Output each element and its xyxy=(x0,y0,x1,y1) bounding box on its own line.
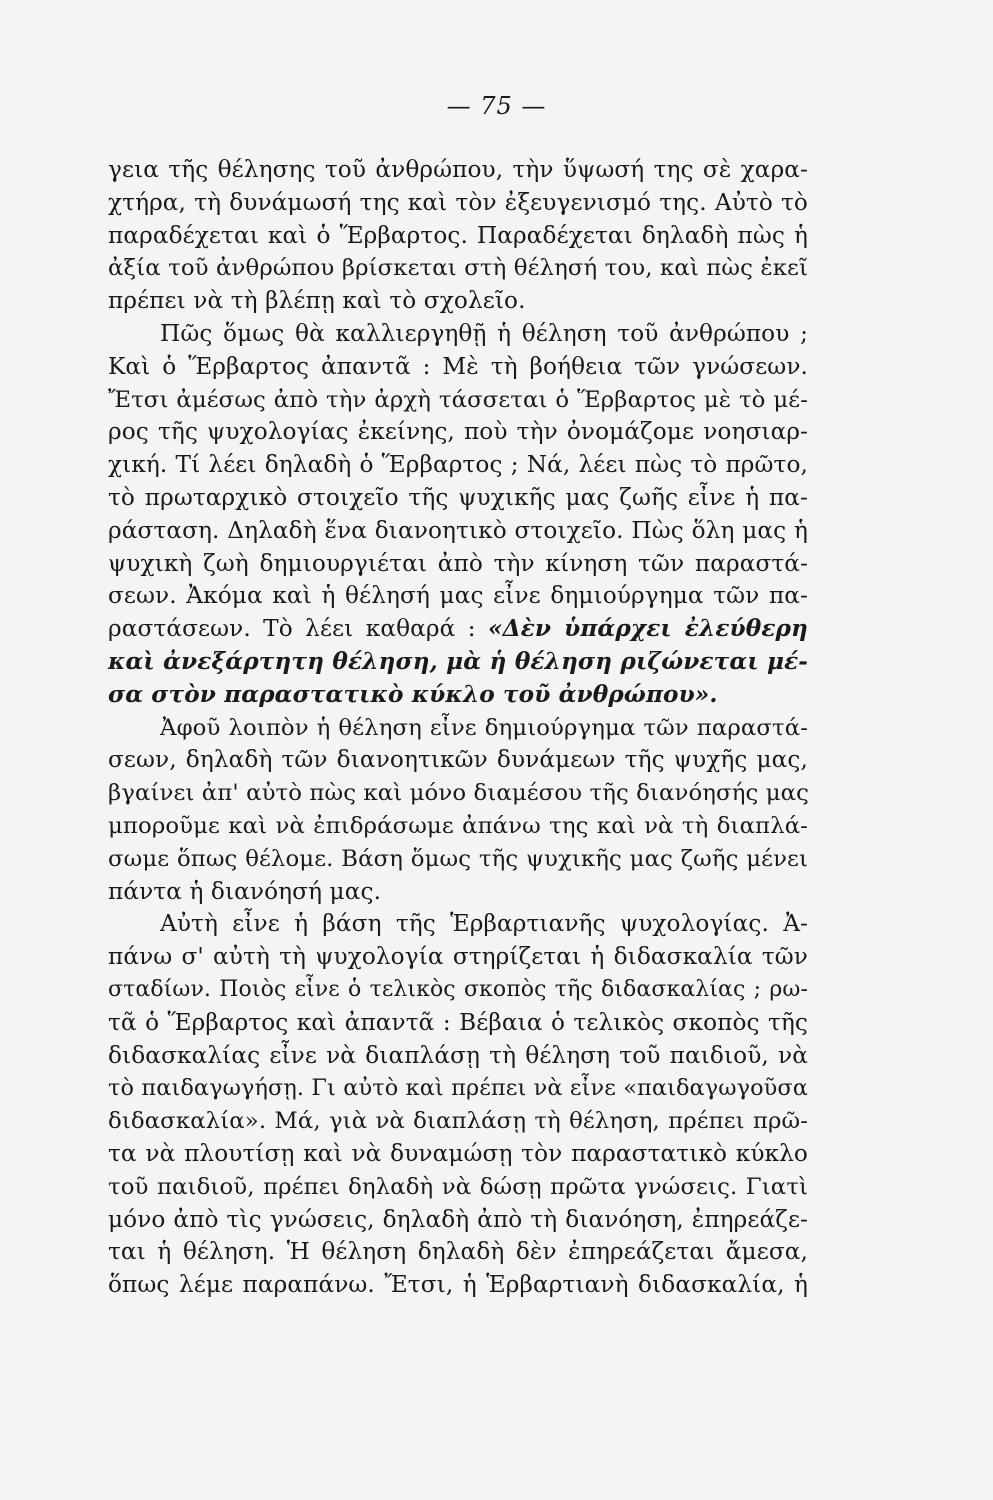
text-line: τὸ πρωταρχικὸ στοιχεῖο τῆς ψυχικῆς μας ζωῆς εἶνε ἡ πα- xyxy=(108,483,808,511)
text-line: ράσταση. Δηλαδὴ ἕνα διανοητικὸ στοιχεῖο. Πὼς ὅλη μας ἡ xyxy=(108,516,808,544)
text-line-italic: σα στὸν παραστατικὸ κύκλο τοῦ ἀνθρώπου». xyxy=(108,680,718,708)
text-line: παραδέχεται καὶ ὁ Ἕρβαρτος. Παραδέχεται δηλαδὴ πὼς ἡ xyxy=(108,221,808,249)
text-line: ται ἡ θέληση. Ἡ θέληση δηλαδὴ δὲν ἐπηρεάζεται ἄμεσα, xyxy=(108,1238,808,1266)
text-line: βγαίνει ἀπ' αὐτὸ πὼς καὶ μόνο διαμέσου τῆς διανόησής μας xyxy=(108,780,809,807)
text-line: τα νὰ πλουτίσῃ καὶ νὰ δυναμώσῃ τὸν παραστατικὸ κύκλο xyxy=(108,1139,808,1167)
text-line: πρέπει νὰ τὴ βλέπῃ καὶ τὸ σχολεῖο. xyxy=(108,287,526,315)
text-line: τὸ παιδαγωγήσῃ. Γι αὐτὸ καὶ πρέπει νὰ εἶνε «παιδαγωγοῦσα xyxy=(108,1075,808,1102)
page-number: — 75 — xyxy=(446,92,547,120)
text-line: μόνο ἀπὸ τὶς γνώσεις, δηλαδὴ ἀπὸ τὴ διανόηση, ἐπηρεάζε- xyxy=(108,1205,808,1233)
text-line-mixed-italic: ραστάσεων. Τὸ λέει καθαρά : «Δὲν ὑπάρχει ἐλεύθερη xyxy=(108,615,808,643)
text-line: πάνω σ' αὐτὴ τὴ ψυχολογία στηρίζεται ἡ διδασκαλία τῶν xyxy=(108,943,808,971)
text-line: χική. Τί λέει δηλαδὴ ὁ Ἕρβαρτος ; Νά, λέει πὼς τὸ πρῶτο, xyxy=(108,451,808,479)
text-line: Αὐτὴ εἶνε ἡ βάση τῆς Ἑρβαρτιανῆς ψυχολογίας. Ἀ- xyxy=(160,910,808,938)
text-line: Καὶ ὁ Ἕρβαρτος ἀπαντᾶ : Μὲ τὴ βοήθεια τῶν γνώσεων. xyxy=(108,352,808,380)
text-line: σεων. Ἀκόμα καὶ ἡ θέλησή μας εἶνε δημιούργημα τῶν πα- xyxy=(108,582,808,610)
text-line: Ἔτσι ἀμέσως ἀπὸ τὴν ἀρχὴ τάσσεται ὁ Ἕρβαρτος μὲ τὸ μέ- xyxy=(108,386,808,413)
text-line: ἀξία τοῦ ἀνθρώπου βρίσκεται στὴ θέλησή του, καὶ πὼς ἐκεῖ xyxy=(108,255,808,282)
text-line: ὅπως λέμε παραπάνω. Ἔτσι, ἡ Ἑρβαρτιανὴ διδασκαλία, ἡ xyxy=(108,1271,808,1299)
text-line: τᾶ ὁ Ἕρβαρτος καὶ ἀπαντᾶ : Βέβαια ὁ τελικὸς σκοπὸς τῆς xyxy=(108,1008,808,1036)
text-line: ρος τῆς ψυχολογίας ἐκείνης, ποὺ τὴν ὀνομάζομε νοησιαρ- xyxy=(108,418,808,446)
text-line: σταδίων. Ποιὸς εἶνε ὁ τελικὸς σκοπὸς τῆς διδασκαλίας ; ρω- xyxy=(108,976,808,1002)
text-line: σεων, δηλαδὴ τῶν διανοητικῶν δυνάμεων τῆς ψυχῆς μας, xyxy=(108,746,808,774)
text-line: Πῶς ὅμως θὰ καλλιεργηθῇ ἡ θέληση τοῦ ἀνθρώπου ; xyxy=(160,319,808,347)
text-line: διδασκαλία». Μά, γιὰ νὰ διαπλάσῃ τὴ θέληση, πρέπει πρῶ- xyxy=(108,1108,808,1135)
text-line: τοῦ παιδιοῦ, πρέπει δηλαδὴ νὰ δώσῃ πρῶτα γνώσεις. Γιατὶ xyxy=(108,1173,808,1200)
text-line: διδασκαλίας εἶνε νὰ διαπλάσῃ τὴ θέληση τοῦ παιδιοῦ, νὰ xyxy=(108,1041,808,1069)
text-line: Ἀφοῦ λοιπὸν ἡ θέληση εἶνε δημιούργημα τῶν παραστά- xyxy=(160,714,808,741)
text-line: πάντα ἡ διανόησή μας. xyxy=(108,877,382,905)
text-line-italic: καὶ ἀνεξάρτητη θέληση, μὰ ἡ θέληση ριζώνεται μέ- xyxy=(108,647,808,675)
text-line: χτήρα, τὴ δυνάμωσή της καὶ τὸν ἐξευγενισμό της. Αὐτὸ τὸ xyxy=(108,188,808,216)
text-line: σωμε ὅπως θέλομε. Βάση ὅμως τῆς ψυχικῆς μας ζωῆς μένει xyxy=(108,845,808,872)
text-line: μποροῦμε καὶ νὰ ἐπιδράσωμε ἀπάνω της καὶ νὰ τὴ διαπλά- xyxy=(108,812,808,839)
text-line: γεια τῆς θέλησης τοῦ ἀνθρώπου, τὴν ὕψωσή της σὲ χαρα- xyxy=(108,156,808,183)
text-line: ψυχικὴ ζωὴ δημιουργιέται ἀπὸ τὴν κίνηση τῶν παραστά- xyxy=(108,549,808,577)
body-text xyxy=(108,154,808,1302)
